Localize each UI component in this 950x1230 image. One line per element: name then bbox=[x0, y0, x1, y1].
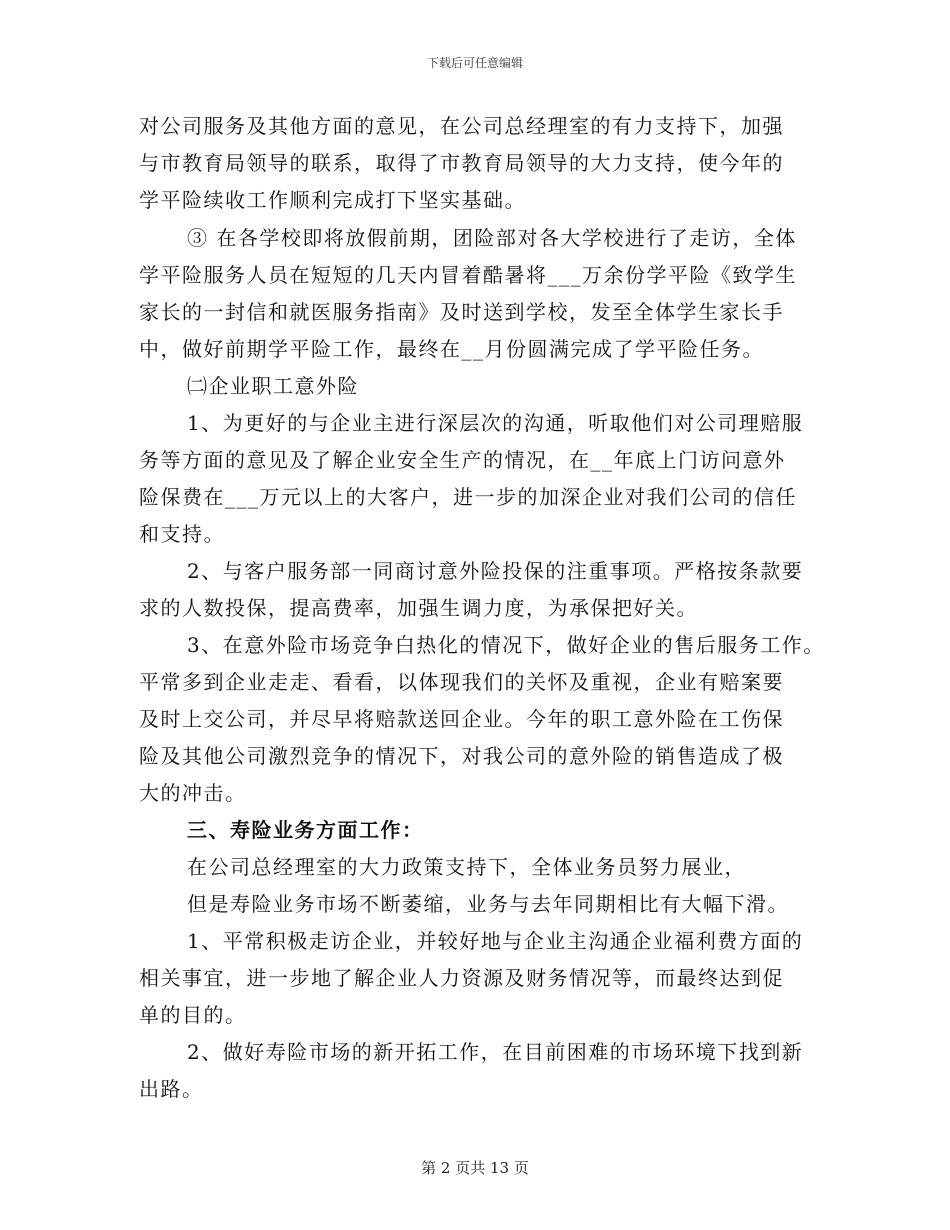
text-line: 求的人数投保，提高费率，加强生调力度，为承保把好关。 bbox=[139, 596, 698, 620]
text-line: 单的目的。 bbox=[139, 1003, 247, 1027]
text-line: 3、在意外险市场竞争白热化的情况下，做好企业的售后服务工作。 bbox=[187, 633, 825, 657]
text-line: 在公司总经理室的大力政策支持下，全体业务员努力展业， bbox=[187, 855, 746, 879]
page-footer: 第 2 页共 13 页 bbox=[421, 1159, 529, 1177]
text-line: 平常多到企业走走、看看，以体现我们的关怀及重视，企业有赔案要 bbox=[139, 670, 784, 694]
text-line: 务等方面的意见及了解企业安全生产的情况，在__年底上门访问意外 bbox=[139, 448, 786, 472]
text-line: 1、为更好的与企业主进行深层次的沟通，听取他们对公司理赔服 bbox=[187, 411, 804, 435]
text-line: 1、平常积极走访企业，并较好地与企业主沟通企业福利费方面的 bbox=[187, 929, 804, 953]
text-line: 相关事宜，进一步地了解企业人力资源及财务情况等，而最终达到促 bbox=[139, 966, 784, 990]
text-line: 及时上交公司，并尽早将赔款送回企业。今年的职工意外险在工伤保 bbox=[139, 707, 784, 731]
text-line: ③ 在各学校即将放假前期，团险部对各大学校进行了走访，全体 bbox=[187, 226, 797, 250]
text-line: 家长的一封信和就医服务指南》及时送到学校，发至全体学生家长手 bbox=[139, 300, 784, 324]
text-line: 和支持。 bbox=[139, 522, 225, 546]
text-line: 大的冲击。 bbox=[139, 781, 247, 805]
page-header: 下载后可任意编辑 bbox=[426, 56, 523, 70]
text-line: 学平险服务人员在短短的几天内冒着酷暑将___万余份学平险《致学生 bbox=[139, 263, 797, 287]
text-line: 但是寿险业务市场不断萎缩，业务与去年同期相比有大幅下滑。 bbox=[187, 892, 789, 916]
text-line: 学平险续收工作顺利完成打下坚实基础。 bbox=[139, 188, 526, 212]
text-line: 对公司服务及其他方面的意见，在公司总经理室的有力支持下，加强 bbox=[139, 114, 784, 138]
text-line: 险保费在___万元以上的大客户，进一步的加深企业对我们公司的信任 bbox=[139, 485, 797, 509]
text-line: 出路。 bbox=[139, 1077, 204, 1101]
section-heading: ㈡企业职工意外险 bbox=[187, 374, 359, 398]
text-line: 与市教育局领导的联系，取得了市教育局领导的大力支持，使今年的 bbox=[139, 151, 784, 175]
section-heading: 三、寿险业务方面工作： bbox=[187, 818, 424, 842]
text-line: 险及其他公司激烈竞争的情况下，对我公司的意外险的销售造成了极 bbox=[139, 744, 784, 768]
text-line: 中，做好前期学平险工作，最终在__月份圆满完成了学平险任务。 bbox=[139, 337, 764, 361]
text-line: 2、做好寿险市场的新开拓工作，在目前困难的市场环境下找到新 bbox=[187, 1040, 804, 1064]
text-line: 2、与客户服务部一同商讨意外险投保的注重事项。严格按条款要 bbox=[187, 559, 804, 583]
